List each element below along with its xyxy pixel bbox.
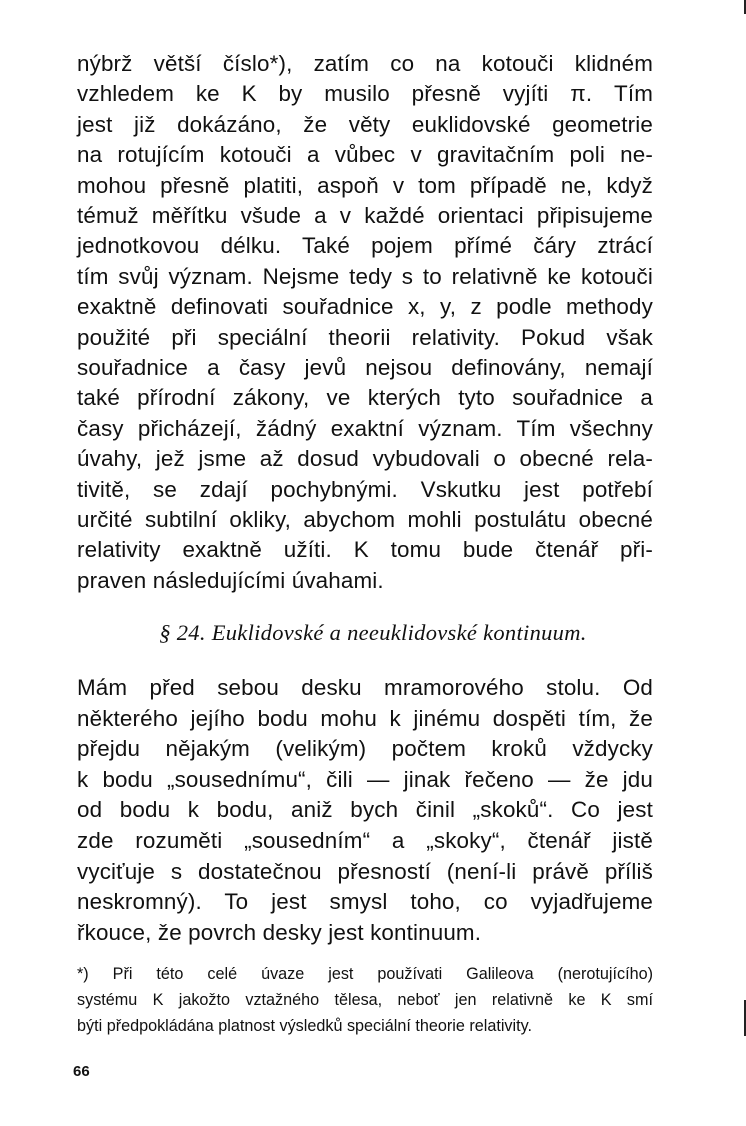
paragraph-1-line: také přírodní zákony, ve kterých tyto souřadnice a (77, 385, 653, 411)
paragraph-1-line: tivitě, se zdají pochybnými. Vskutku jest potřebí (77, 476, 653, 502)
paragraph-1-line: exaktně definovati souřadnice x, y, z podle methody (77, 294, 653, 320)
paragraph-1-line: tím svůj význam. Nejsme tedy s to relativně ke kotouči (77, 263, 653, 289)
paragraph-1-line: použité při speciální theorii relativity. Pokud však (77, 324, 653, 350)
paragraph-2-line: přejdu nějakým (velikým) počtem kroků vždycky (77, 736, 653, 762)
paragraph-1-line: relativity exaktně užíti. K tomu bude čtenář při- (77, 537, 653, 563)
paragraph-1-line: vzhledem ke K by musilo přesně vyjíti π. Tím (77, 81, 653, 107)
paragraph-1-line: určité subtilní okliky, abychom mohli postulátu obecné (77, 507, 653, 532)
paragraph-1-line: na rotujícím kotouči a vůbec v gravitačním poli ne- (77, 142, 653, 168)
footnote-line: býti předpokládána platnost výsledků speciální theorie relativity. (77, 1017, 533, 1035)
paragraph-2-line: neskromný). To jest smysl toho, co vyjadřujeme (77, 889, 653, 915)
paragraph-1-line: jednotkovou délku. Také pojem přímé čáry ztrácí (77, 233, 653, 259)
paragraph-2-line: Mám před sebou desku mramorového stolu. Od (77, 675, 653, 700)
paragraph-2-line: řkouce, že povrch desky jest kontinuum. (77, 919, 482, 945)
paragraph-2-line: vyciťuje s dostatečnou přesností (není-li právě příliš (77, 858, 653, 884)
page-number: 66 (73, 1063, 90, 1080)
paragraph-1-line: úvahy, jež jsme až dosud vybudovali o obecné rela- (77, 446, 653, 472)
footnote-line: *) Při této celé úvaze jest používati Galileova (nerotujícího) (77, 965, 653, 983)
paragraph-1-line: mohou přesně platiti, aspoň v tom případě ne, když (77, 172, 653, 198)
paragraph-1-line: časy přicházejí, žádný exaktní význam. Tím všechny (77, 415, 653, 441)
paragraph-1-line: témuž měřítku všude a v každé orientaci připisujeme (77, 203, 653, 228)
section-heading: § 24. Euklidovské a neeuklidovské kontinuum. (159, 620, 587, 645)
paragraph-1-line: jest již dokázáno, že věty euklidovské geometrie (77, 111, 653, 137)
paragraph-2-line: některého jejího bodu mohu k jinému dospěti tím, že (77, 705, 653, 731)
paragraph-2-line: od bodu k bodu, aniž bych činil „skoků“. Co jest (77, 797, 653, 823)
paragraph-1-line: praven následujícími úvahami. (77, 567, 384, 593)
footnote-line: systému K jakožto vztažného tělesa, neboť jen relativně ke K smí (77, 991, 653, 1009)
paragraph-2-line: k bodu „sousednímu“, čili — jinak řečeno — že jdu (77, 766, 653, 792)
paragraph-2-line: zde rozuměti „sousedním“ a „skoky“, čtenář jistě (77, 828, 653, 853)
paragraph-1-line: nýbrž větší číslo*), zatím co na kotouči klidném (77, 51, 653, 76)
paragraph-1-line: souřadnice a časy jevů nejsou definovány, nemají (77, 355, 653, 380)
